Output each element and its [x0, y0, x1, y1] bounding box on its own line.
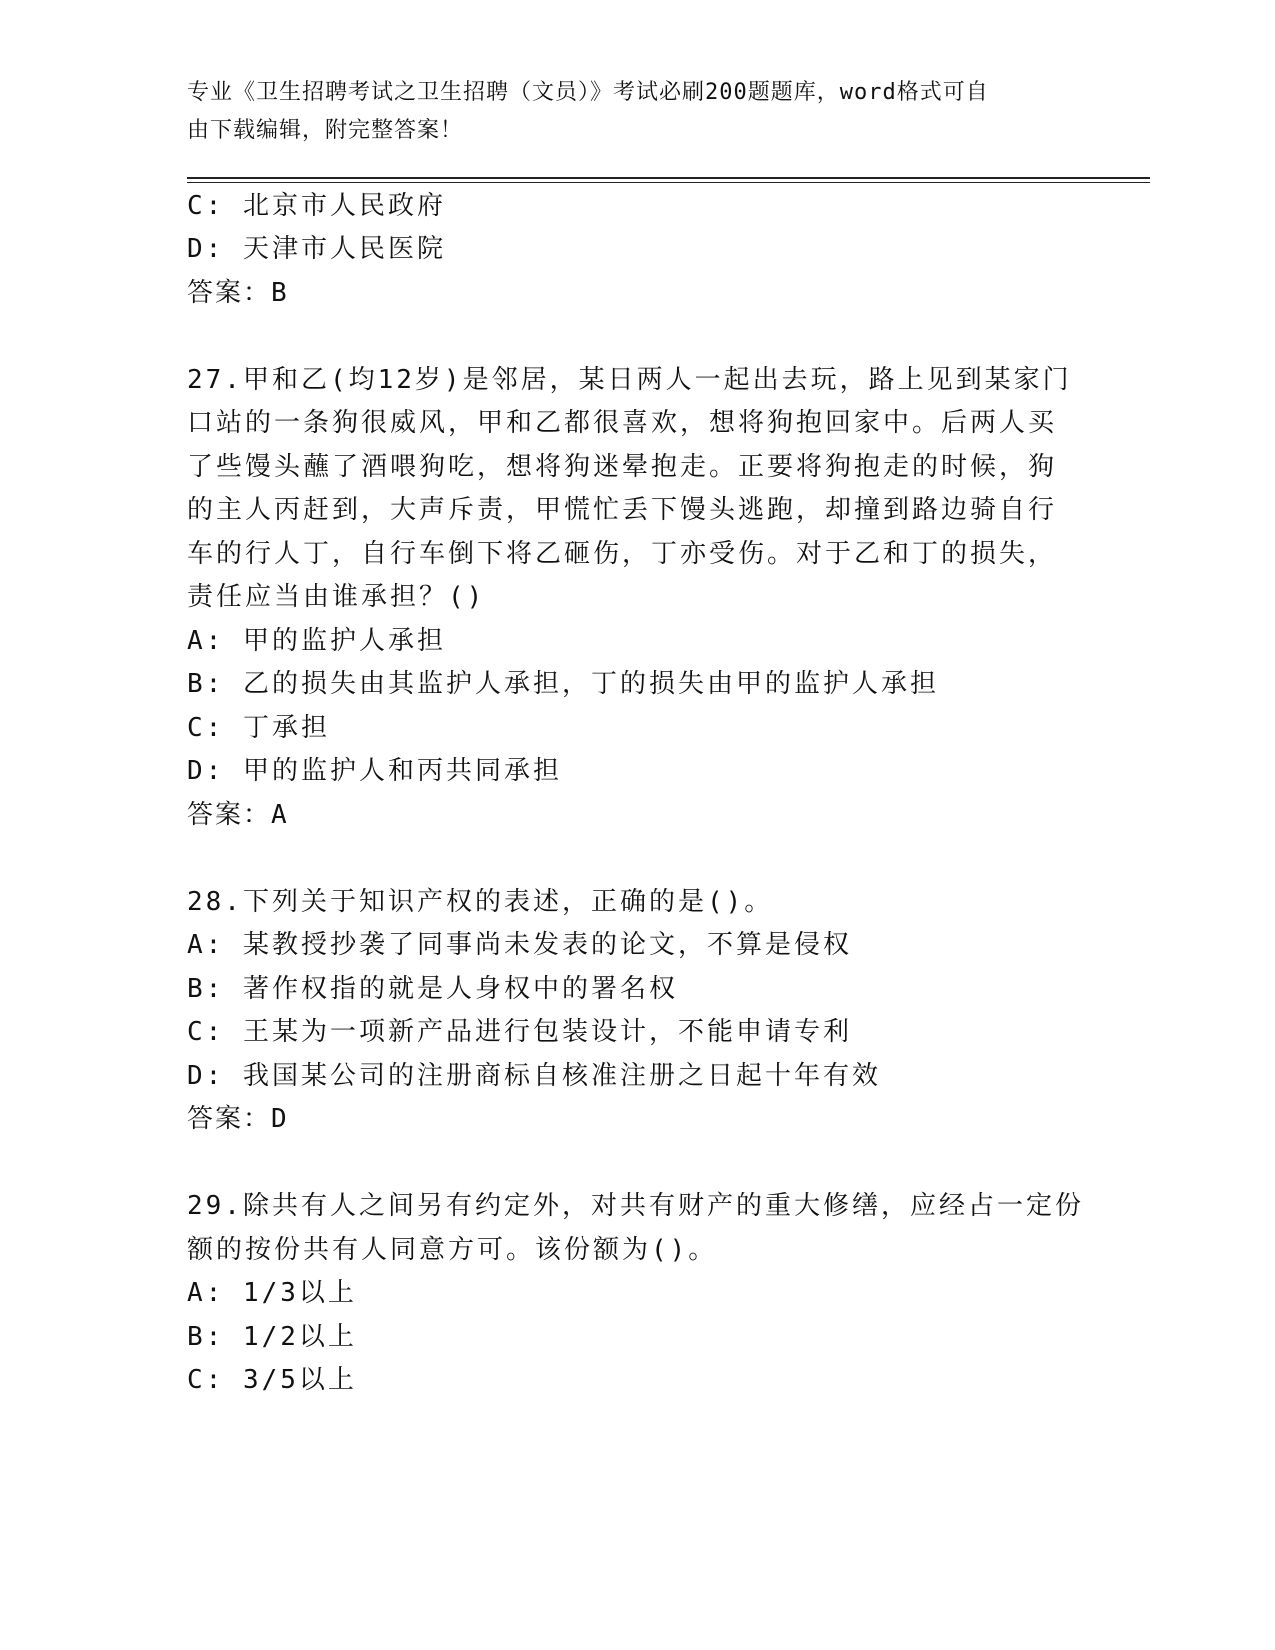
- q27-stem-line-4: 的主人丙赶到，大声斥责，甲慌忙丢下馒头逃跑，却撞到路边骑自行: [187, 495, 1058, 525]
- q29-stem-line-2: 额的按份共有人同意方可。该份额为()。: [187, 1235, 718, 1265]
- document-header: [187, 74, 1067, 150]
- q27-answer: 答案：A: [187, 800, 289, 830]
- header-line-1: 专业《卫生招聘考试之卫生招聘（文员）》考试必刷200题题库，word格式可自: [187, 80, 989, 105]
- q26-option-d: D: 天津市人民医院: [187, 234, 446, 264]
- q28-option-d: D: 我国某公司的注册商标自核准注册之日起十年有效: [187, 1061, 881, 1091]
- header-divider-thin: [187, 182, 1150, 183]
- q29-option-c: C: 3/5以上: [187, 1365, 357, 1395]
- q27-stem-line-5: 车的行人丁，自行车倒下将乙砸伤，丁亦受伤。对于乙和丁的损失，: [187, 539, 1058, 569]
- q29-option-a: A: 1/3以上: [187, 1278, 357, 1308]
- q27-stem-line-3: 了些馒头蘸了酒喂狗吃，想将狗迷晕抱走。正要将狗抱走的时候，狗: [187, 452, 1058, 482]
- q28-answer: 答案：D: [187, 1104, 289, 1134]
- header-divider-thick: [187, 177, 1150, 179]
- q28-option-a: A: 某教授抄袭了同事尚未发表的论文，不算是侵权: [187, 930, 852, 960]
- q28-stem: 28.下列关于知识产权的表述，正确的是()。: [187, 887, 774, 917]
- q26-option-c: C: 北京市人民政府: [187, 191, 446, 221]
- q27-stem-line-2: 口站的一条狗很威风，甲和乙都很喜欢，想将狗抱回家中。后两人买: [187, 408, 1058, 438]
- q27-option-b: B: 乙的损失由其监护人承担，丁的损失由甲的监护人承担: [187, 669, 939, 699]
- q29-stem-line-1: 29.除共有人之间另有约定外，对共有财产的重大修缮，应经占一定份: [187, 1191, 1084, 1221]
- q27-stem-line-6: 责任应当由谁承担？(): [187, 582, 486, 612]
- header-line-2: 由下载编辑，附完整答案！: [187, 118, 464, 143]
- q28-option-c: C: 王某为一项新产品进行包装设计，不能申请专利: [187, 1017, 852, 1047]
- q27-option-d: D: 甲的监护人和丙共同承担: [187, 756, 562, 786]
- q27-stem-line-1: 27.甲和乙(均12岁)是邻居，某日两人一起出去玩，路上见到某家门: [187, 365, 1072, 395]
- q27-option-a: A: 甲的监护人承担: [187, 626, 446, 656]
- q28-option-b: B: 著作权指的就是人身权中的署名权: [187, 974, 678, 1004]
- q27-option-c: C: 丁承担: [187, 713, 330, 743]
- q29-option-b: B: 1/2以上: [187, 1322, 357, 1352]
- q26-answer: 答案：B: [187, 278, 289, 308]
